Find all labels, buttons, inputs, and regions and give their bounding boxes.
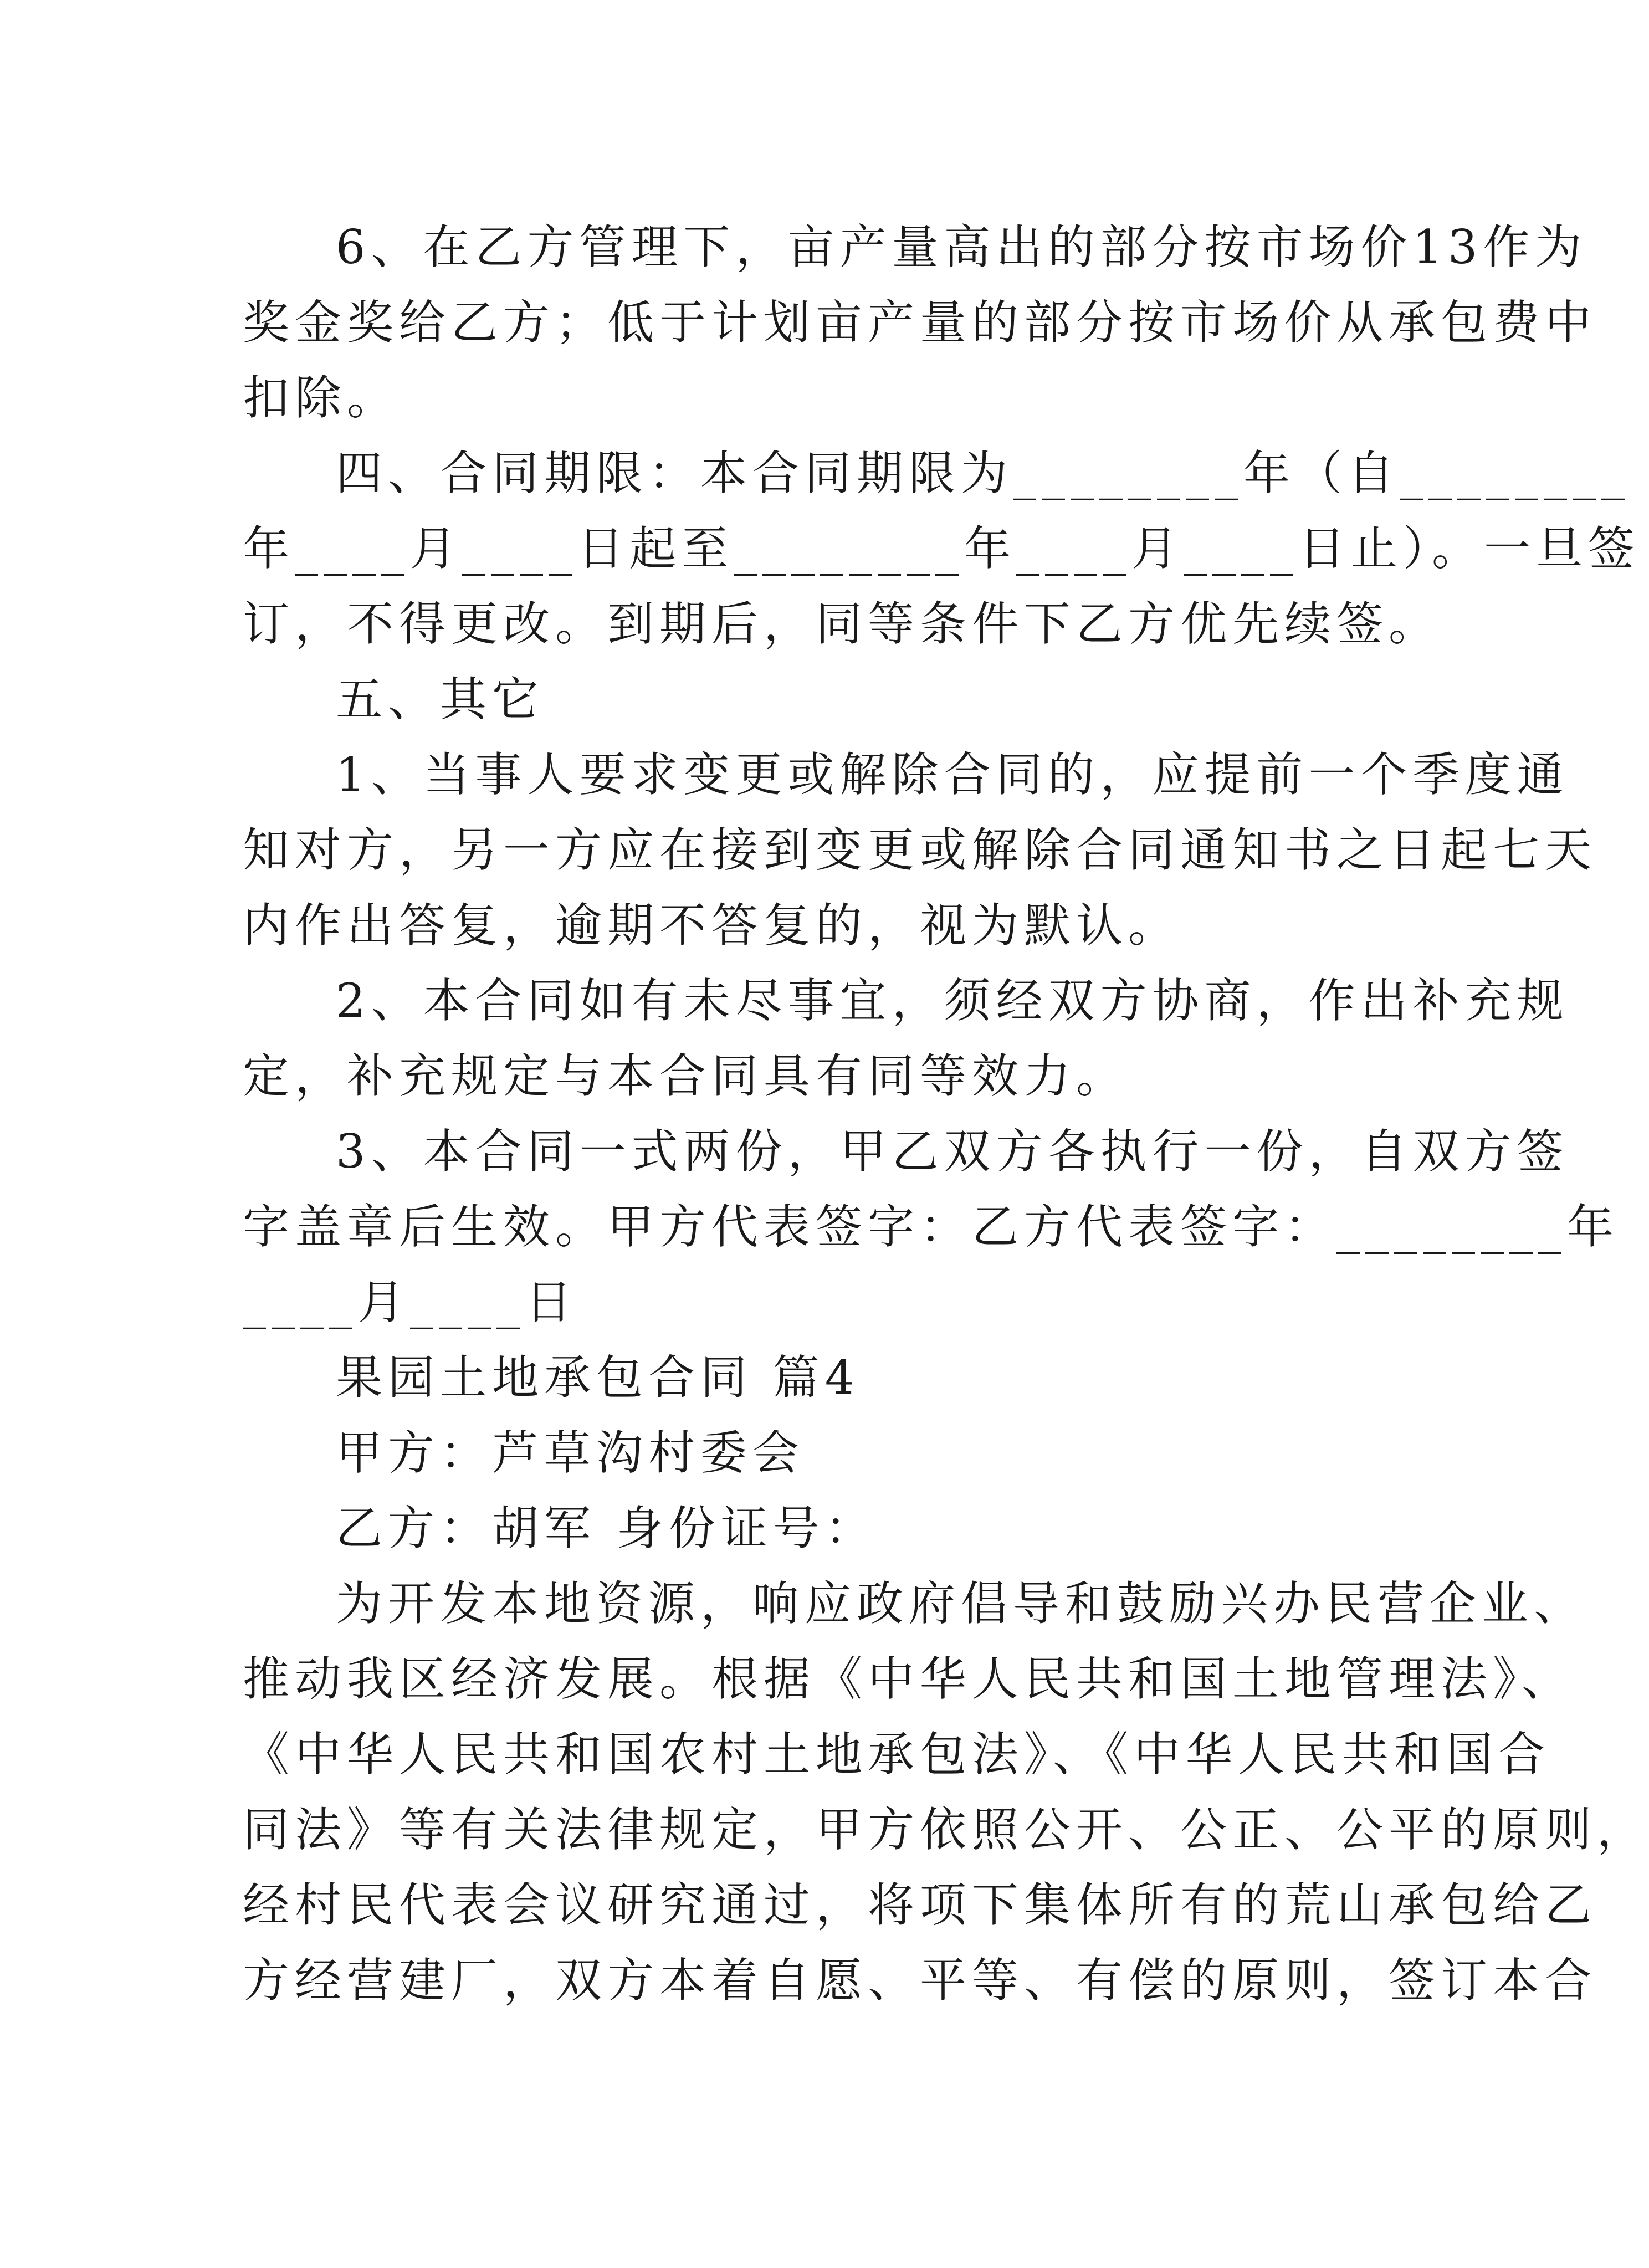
other-3-line-3: ____月____日 xyxy=(243,1275,578,1329)
contract-4-title: 果园土地承包合同 篇4 xyxy=(336,1350,861,1405)
clause-6-line-1: 6、在乙方管理下，亩产量高出的部分按市场价13作为 xyxy=(336,220,1587,274)
other-1-line-1: 1、当事人要求变更或解除合同的，应提前一个季度通 xyxy=(336,748,1569,802)
section-4-line-1: 四、合同期限：本合同期限为________年（自________ xyxy=(336,446,1631,500)
preamble-line-6: 方经营建厂，双方本着自愿、平等、有偿的原则，签订本合 xyxy=(243,1953,1597,2008)
other-2-line-1: 2、本合同如有未尽事宜，须经双方协商，作出补充规 xyxy=(336,974,1569,1028)
party-a: 甲方：芦草沟村委会 xyxy=(336,1426,805,1480)
section-5-heading: 五、其它 xyxy=(336,672,545,726)
clause-6-line-3: 扣除。 xyxy=(243,371,400,425)
preamble-line-3: 《中华人民共和国农村土地承包法》、《中华人民共和国合 xyxy=(243,1727,1551,1781)
other-3-line-1: 3、本合同一式两份，甲乙双方各执行一份，自双方签 xyxy=(336,1124,1569,1179)
preamble-line-5: 经村民代表会议研究通过，将项下集体所有的荒山承包给乙 xyxy=(243,1878,1597,1932)
other-1-line-2: 知对方，另一方应在接到变更或解除合同通知书之日起七天 xyxy=(243,823,1597,877)
preamble-line-2: 推动我区经济发展。根据《中华人民共和国土地管理法》、 xyxy=(243,1652,1574,1706)
document-body xyxy=(243,209,1649,2018)
party-b: 乙方：胡军 身份证号： xyxy=(336,1501,877,1555)
section-4-line-2: 年____月____日起至________年____月____日止）。一旦签 xyxy=(243,521,1641,576)
other-1-line-3: 内作出答复，逾期不答复的，视为默认。 xyxy=(243,898,1181,953)
section-4-line-3: 订，不得更改。到期后，同等条件下乙方优先续签。 xyxy=(243,597,1441,651)
clause-6-line-2: 奖金奖给乙方；低于计划亩产量的部分按市场价从承包费中 xyxy=(243,295,1597,350)
other-3-line-2: 字盖章后生效。甲方代表签字：乙方代表签字：________年 xyxy=(243,1200,1620,1254)
preamble-line-1: 为开发本地资源，响应政府倡导和鼓励兴办民营企业、 xyxy=(336,1576,1586,1631)
other-2-line-2: 定，补充规定与本合同具有同等效力。 xyxy=(243,1049,1129,1103)
preamble-line-4: 同法》等有关法律规定，甲方依照公开、公正、公平的原则， xyxy=(243,1803,1649,1857)
